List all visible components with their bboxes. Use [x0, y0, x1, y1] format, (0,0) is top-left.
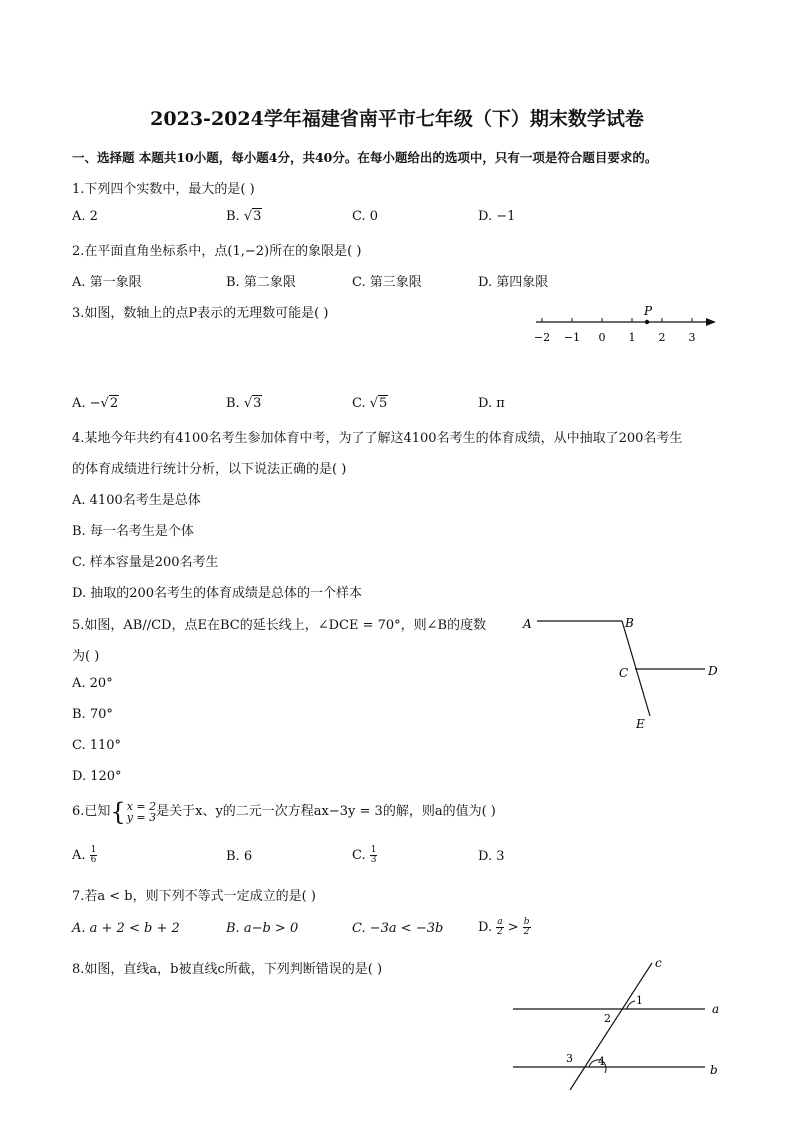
number-line-figure — [528, 300, 728, 350]
angle-1-arc — [627, 1001, 635, 1009]
sqrt-symbol: √3 — [243, 209, 262, 224]
fraction — [523, 918, 531, 937]
q7-option-d — [478, 918, 531, 937]
q4-option-c: C. 样本容量是200名考生 — [72, 555, 219, 570]
question-5-stem-line1: 5.如图，AB//CD，点E在BC的延长线上，∠DCE = 70°，则∠B的度数 — [72, 618, 487, 633]
label-b: B — [625, 616, 634, 630]
q3-option-b — [226, 396, 262, 411]
q5-option-b: B. 70° — [72, 707, 113, 722]
q1-option-b-prefix: B. — [226, 209, 244, 224]
q3-option-d: D. π — [478, 396, 505, 411]
question-7-stem: 7.若a < b，则下列不等式一定成立的是( ) — [72, 889, 316, 904]
q2-option-a: A. 第一象限 — [72, 275, 142, 290]
equation-system — [110, 797, 157, 826]
numerator: 1 — [370, 845, 377, 855]
sqrt-symbol: √5 — [369, 396, 388, 411]
denominator: 6 — [90, 855, 97, 865]
question-8-stem: 8.如图，直线a，b被直线c所截，下列判断错误的是( ) — [72, 962, 383, 977]
question-2-stem: 2.在平面直角坐标系中，点(1,−2)所在的象限是( ) — [72, 244, 362, 259]
number-line-tick-label: 0 — [598, 331, 606, 344]
q6-option-c — [352, 846, 377, 865]
q6-option-a — [72, 846, 97, 865]
parallel-lines-figure-q5 — [515, 608, 730, 738]
q4-option-a: A. 4100名考生是总体 — [72, 493, 201, 508]
q5-option-c: C. 110° — [72, 738, 122, 753]
q3-option-b-radicand: 3 — [253, 396, 262, 411]
number-line-tick-label: 1 — [628, 331, 636, 344]
label-e: E — [636, 717, 645, 731]
label-angle-2: 2 — [604, 1012, 611, 1025]
number-line-arrow — [706, 318, 716, 326]
q3-option-c — [352, 396, 388, 411]
question-4-stem-line1: 4.某地今年共约有4100名考生参加体育中考，为了了解这4100名考生的体育成绩，从中抽取了200名考生 — [72, 431, 683, 446]
q3-option-a-prefix: A. − — [72, 396, 101, 411]
q3-option-a — [72, 396, 119, 411]
point-p-marker — [645, 320, 649, 324]
q3-option-c-prefix: C. — [352, 396, 370, 411]
q4-option-d: D. 抽取的200名考生的体育成绩是总体的一个样本 — [72, 586, 363, 601]
label-c: c — [655, 956, 662, 970]
number-line-tick-label: −1 — [563, 331, 581, 344]
q6-stem-suffix: 是关于x、y的二元一次方程ax−3y = 3的解，则a的值为( ) — [156, 804, 496, 819]
q3-option-c-radicand: 5 — [379, 396, 388, 411]
label-a: a — [712, 1002, 720, 1016]
q7-option-d-prefix: D. — [478, 920, 497, 935]
sqrt-symbol: √2 — [100, 396, 119, 411]
label-a: A — [523, 617, 532, 631]
q1-option-b-radicand: 3 — [253, 209, 262, 224]
section-heading: 一、选择题 本题共10小题，每小题4分，共40分。在每小题给出的选项中，只有一项是符合题目要求的。 — [72, 150, 658, 165]
q6-option-a-prefix: A. — [72, 848, 90, 863]
point-p-label: P — [644, 304, 653, 318]
label-d: D — [708, 664, 718, 678]
q3-option-a-radicand: 2 — [109, 396, 119, 411]
question-6-stem — [72, 797, 496, 826]
q1-option-b — [226, 209, 262, 224]
number-line-tick-label: −2 — [533, 331, 551, 344]
page-title: 2023-2024学年福建省南平市七年级（下）期末数学试卷 — [150, 108, 644, 130]
q6-option-d: D. 3 — [478, 849, 505, 864]
transversal-figure-q8 — [505, 955, 730, 1095]
q5-option-d: D. 120° — [72, 769, 122, 784]
q6-stem-prefix: 6.已知 — [72, 804, 111, 819]
denominator: 2 — [497, 927, 503, 937]
q6-option-c-prefix: C. — [352, 848, 370, 863]
q1-option-c: C. 0 — [352, 209, 379, 224]
label-c: C — [619, 666, 629, 680]
q2-option-c: C. 第三象限 — [352, 275, 422, 290]
label-angle-3: 3 — [566, 1052, 573, 1065]
greater-than-symbol: > — [503, 920, 523, 935]
number-line-tick-label: 2 — [658, 331, 666, 344]
system-row-1: x = 2 — [126, 799, 157, 813]
label-b: b — [710, 1063, 718, 1077]
question-3-stem: 3.如图，数轴上的点P表示的无理数可能是( ) — [72, 306, 329, 321]
q1-option-d: D. −1 — [478, 209, 516, 224]
sqrt-symbol: √3 — [243, 396, 262, 411]
q6-option-b: B. 6 — [226, 849, 253, 864]
question-1-stem: 1.下列四个实数中，最大的是( ) — [72, 182, 255, 197]
fraction — [370, 846, 378, 865]
brace-symbol: { — [110, 797, 126, 826]
q4-option-b: B. 每一名考生是个体 — [72, 524, 194, 539]
q2-option-b: B. 第二象限 — [226, 275, 296, 290]
denominator: 2 — [523, 927, 530, 937]
line-c — [570, 963, 652, 1090]
q2-option-d: D. 第四象限 — [478, 275, 549, 290]
denominator: 3 — [370, 855, 377, 865]
q1-option-a: A. 2 — [72, 209, 98, 224]
q7-option-b: B. a−b > 0 — [226, 921, 299, 936]
q3-option-b-prefix: B. — [226, 396, 244, 411]
label-angle-4: 4 — [598, 1055, 605, 1068]
q5-option-a: A. 20° — [72, 676, 113, 691]
q7-option-a: A. a + 2 < b + 2 — [72, 921, 180, 936]
number-line-tick-label: 3 — [688, 331, 696, 344]
numerator: b — [523, 917, 530, 927]
numerator: a — [497, 917, 503, 927]
question-5-stem-line2: 为( ) — [72, 649, 100, 664]
question-4-stem-line2: 的体育成绩进行统计分析，以下说法正确的是( ) — [72, 462, 347, 477]
label-angle-1: 1 — [636, 994, 643, 1007]
q7-option-c: C. −3a < −3b — [352, 921, 444, 936]
system-row-2: y = 3 — [126, 810, 157, 824]
fraction — [496, 918, 503, 937]
numerator: 1 — [90, 845, 97, 855]
fraction — [90, 846, 98, 865]
